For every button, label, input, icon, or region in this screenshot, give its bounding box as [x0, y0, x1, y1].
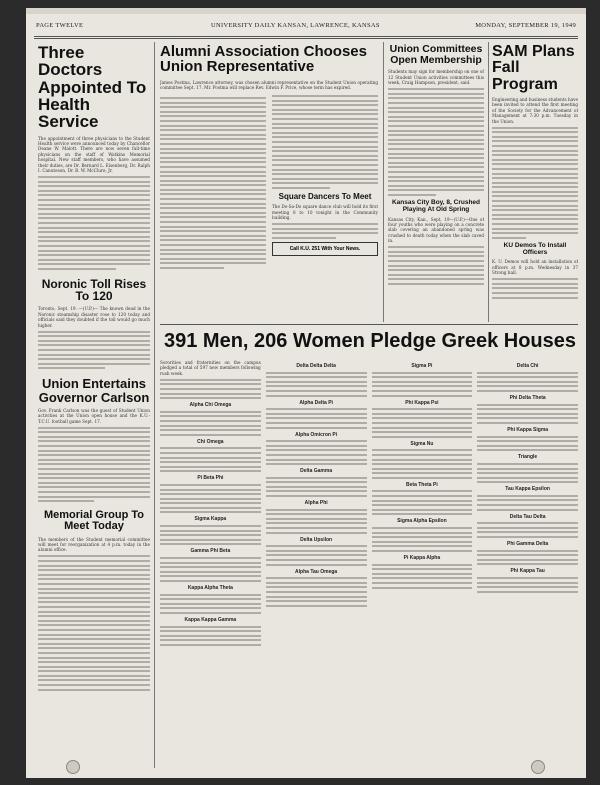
- house-name: Delta Delta Delta: [296, 363, 336, 369]
- house-name: Sigma Kappa: [194, 516, 227, 523]
- house-name: Sigma Alpha Epsilon: [397, 518, 447, 525]
- newspaper-page: [26, 8, 586, 778]
- house-name: Alpha Phi: [304, 500, 328, 507]
- house-name: Alpha Omicron Pi: [295, 431, 338, 438]
- house-name: Pi Kappa Alpha: [403, 555, 441, 561]
- article-committees: Students may sign for membership on one of 12 Student Union activities committees this week, Craig Hampson, president, said.: [388, 69, 484, 86]
- article-sam: Engineering and business students have been invited to attend the first meeting of the Society for the Advancement of Management at 7:30 p.m. Tuesday in the Union.: [492, 96, 578, 124]
- article-square-dancers: The Do-Sa-Do square dance club will hold its first meeting 8 to 10 tonight in the Community building.: [272, 204, 378, 221]
- article-body-lines: [38, 331, 150, 370]
- pledge-column-3: [372, 360, 473, 768]
- left-column: [38, 44, 150, 768]
- house-name: Alpha Chi Omega: [189, 402, 232, 409]
- house-name: Phi Kappa Tau: [510, 568, 545, 575]
- house-name: Phi Delta Theta: [509, 394, 546, 401]
- headline-noronic: Noronic Toll Rises To 120: [41, 276, 147, 304]
- article-doctors: The appointment of three physicians to the Student Health service were announced today by Chancellor Deane W. Malott. There are now seven full-time physicians on the staff of Watkins Memorial hospital. New staff members, who have assumed their duties, are Dr. Bernard L. Eisenberg, Dr. Ralph I. Canuteson, Dr. B. W. McClure, Jr.: [38, 135, 150, 174]
- committee-column: [388, 44, 484, 324]
- headline-square-dancers: Square Dancers To Meet: [278, 191, 372, 201]
- alumni-column: [160, 44, 378, 324]
- article-noronic: Toronto, Sept. 19. —(U.P.)— The known dead in the Noronic steamship disaster rose to 120 today and officials said they doubted if the toll would go much higher.: [38, 306, 150, 328]
- column-divider: [488, 42, 489, 322]
- article-body-lines: [38, 176, 150, 270]
- house-name: Alpha Tau Omega: [295, 568, 338, 575]
- house-name: Kappa Alpha Theta: [187, 585, 233, 591]
- headline-memorial: Memorial Group To Meet Today: [43, 509, 145, 533]
- article-memorial: The members of the Student memorial committee will meet for reorganization at 4 p.m. today in the alumni office.: [38, 536, 150, 553]
- headline-committees: Union Committees Open Membership: [389, 44, 483, 66]
- headline-boy-crushed: Kansas City Boy, 8, Crushed Playing At Old Spring: [391, 198, 481, 213]
- page-top-edge: [26, 8, 586, 14]
- pledge-column-2: [266, 360, 367, 768]
- issue-date: MONDAY, SEPTEMBER 19, 1949: [475, 22, 576, 29]
- house-name: Delta Upsilon: [300, 536, 333, 543]
- alumni-body: [160, 92, 378, 271]
- article-body-lines: [38, 555, 150, 690]
- news-call-box: Call K.U. 251 With Your News.: [272, 242, 378, 256]
- house-name: Phi Gamma Delta: [507, 541, 549, 548]
- pledge-intro: Sororities and fraternities on the campus pledged a total of 597 new members following rush week.: [160, 360, 261, 376]
- article-body-lines: [38, 427, 150, 503]
- house-name: Alpha Delta Pi: [299, 399, 333, 406]
- pledge-column-1: [160, 360, 261, 768]
- pledge-column-4: [477, 360, 578, 768]
- headline-ku-demos: KU Demos To Install Officers: [503, 241, 567, 256]
- headline-doctors: Three Doctors Appointed To Health Service: [38, 44, 147, 132]
- column-divider: [154, 42, 155, 768]
- headline-alumni: Alumni Association Chooses Union Representative: [160, 44, 367, 76]
- house-name: Kappa Kappa Gamma: [184, 616, 237, 623]
- house-name: Chi Omega: [197, 438, 224, 445]
- pledge-lists: [160, 360, 578, 768]
- header-rule: [34, 36, 578, 37]
- headline-greek-pledges: 391 Men, 206 Women Pledge Greek Houses: [163, 330, 577, 352]
- house-name: Delta Tau Delta: [509, 513, 546, 520]
- headline-sam: SAM Plans Fall Program: [492, 44, 575, 93]
- page-header: [36, 22, 576, 34]
- column-divider: [383, 42, 384, 322]
- article-boy-crushed: Kansas City, Kan., Sept. 19—(U.P.)—One of four youths who were playing on a concrete slab covering an abandoned spring was crushed to death today when the slab caved in.: [388, 216, 484, 244]
- house-name: Delta Chi: [516, 363, 539, 369]
- article-ku-demos: K. U. Demos will hold an installation of officers at 8 p.m. Wednesday in 37 Strong hall.: [492, 259, 578, 276]
- house-name: Phi Kappa Psi: [405, 399, 439, 406]
- house-name: Delta Gamma: [300, 468, 333, 475]
- sam-column: [492, 44, 578, 324]
- header-rule-2: [34, 38, 578, 39]
- house-name: Sigma Pi: [411, 363, 433, 369]
- article-alumni: James Postma, Lawrence attorney, was chosen alumni representative on the Student Union operating committee Sept. 17. Mr. Postma will replace Rev. Edwin F. Price, whose term has expired.: [160, 79, 378, 90]
- binder-ring: [66, 760, 80, 774]
- house-name: Pi Beta Phi: [197, 475, 224, 482]
- house-name: Triangle: [518, 454, 538, 461]
- headline-union-carlson: Union Entertains Governor Carlson: [38, 376, 150, 405]
- article-body-lines: [388, 88, 484, 196]
- article-body-lines: [492, 127, 578, 239]
- article-union-carlson: Gov. Frank Carlson was the guest of Student Union activities at the Union open house and the K.U.-T.C.U. football game Sept. 17.: [38, 407, 150, 424]
- house-name: Beta Theta Pi: [406, 481, 438, 488]
- house-name: Tau Kappa Epsilon: [505, 486, 550, 493]
- paper-name: UNIVERSITY DAILY KANSAN, LAWRENCE, KANSAS: [211, 22, 380, 29]
- house-name: Gamma Phi Beta: [190, 548, 231, 555]
- house-name: Sigma Nu: [410, 440, 434, 447]
- house-name: Phi Kappa Sigma: [507, 426, 549, 433]
- page-number: PAGE TWELVE: [36, 22, 84, 29]
- binder-ring: [531, 760, 545, 774]
- banner-rule: [160, 324, 578, 325]
